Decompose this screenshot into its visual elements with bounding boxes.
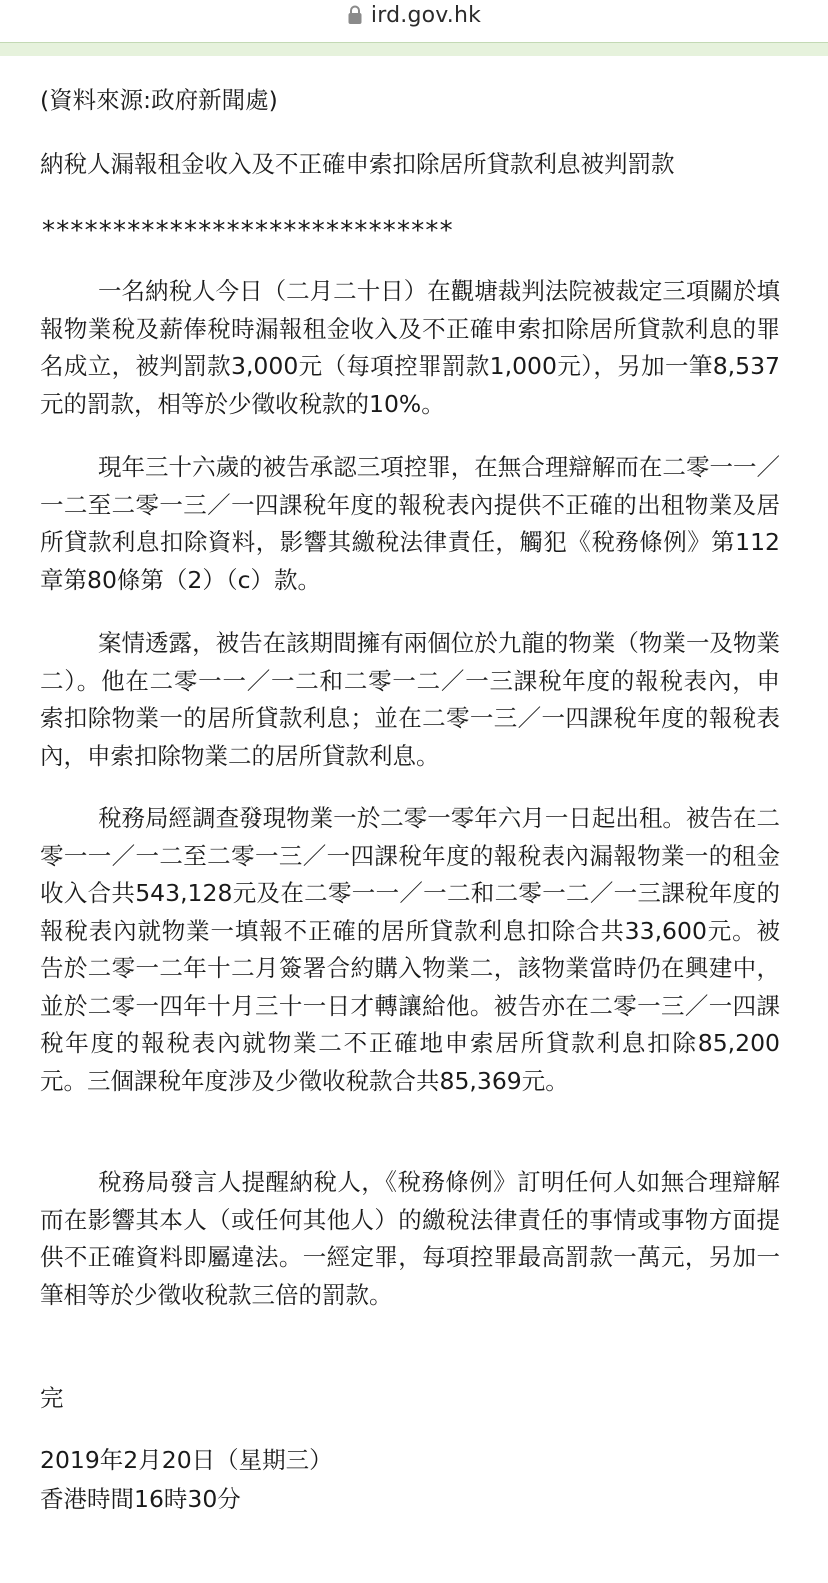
- lock-icon: [347, 5, 363, 25]
- publish-date: 2019年2月20日（星期三）: [40, 1446, 333, 1474]
- end-mark: 完: [40, 1384, 64, 1412]
- article-headline: 納稅人漏報租金收入及不正確申索扣除居所貸款利息被判罰款: [40, 150, 675, 178]
- paragraph-1: 一名納稅人今日（二月二十日）在觀塘裁判法院被裁定三項關於填報物業稅及薪俸稅時漏報租金收入及不正確申索扣除居所貸款利息的罪名成立，被判罰款3,000元（每項控罪罰款1,000元），另加一筆8,537元的罰款，相等於少徵收稅款的10%。: [40, 277, 780, 418]
- address-bar[interactable]: [0, 0, 828, 42]
- paragraph-4: 稅務局經調查發現物業一於二零一零年六月一日起出租。被告在二零一一／一二至二零一三／一四課稅年度的報稅表內漏報物業一的租金收入合共543,128元及在二零一一／一二和二零一二／一三課稅年度的報稅表內就物業一填報不正確的居所貸款利息扣除合共33,600元。被告於二零一二年十二月簽署合約購入物業二，該物業當時仍在興建中，並於二零一四年十月三十一日才轉讓給他。被告亦在二零一三／一四課稅年度的報稅表內就物業二不正確地申索居所貸款利息扣除85,200元。三個課稅年度涉及少徵收稅款合共85,369元。: [40, 804, 780, 1095]
- article: [40, 82, 780, 1513]
- separator-stars: *****************************: [42, 216, 454, 246]
- publish-time: 香港時間16時30分: [40, 1485, 241, 1513]
- paragraph-2: 現年三十六歲的被告承認三項控罪，在無合理辯解而在二零一一／一二至二零一三／一四課稅年度的報稅表內提供不正確的出租物業及居所貸款利息扣除資料，影響其繳稅法律責任，觸犯《稅務條例》第112章第80條第（2）（c）款。: [40, 453, 780, 594]
- url-domain[interactable]: ird.gov.hk: [370, 2, 482, 28]
- paragraph-5: 稅務局發言人提醒納稅人，《稅務條例》訂明任何人如無合理辯解而在影響其本人（或任何其他人）的繳稅法律責任的事情或事物方面提供不正確資料即屬違法。一經定罪，每項控罪最高罰款一萬元，另加一筆相等於少徵收稅款三倍的罰款。: [40, 1168, 780, 1309]
- paragraph-3: 案情透露，被告在該期間擁有兩個位於九龍的物業（物業一及物業二）。他在二零一一／一二和二零一二／一三課稅年度的報稅表內，申索扣除物業一的居所貸款利息；並在二零一三／一四課稅年度的報稅表內，申索扣除物業二的居所貸款利息。: [40, 629, 780, 770]
- article-source: (資料來源:政府新聞處): [40, 86, 278, 114]
- page-header-bar: [0, 42, 828, 56]
- address-bar-content[interactable]: [347, 1, 481, 29]
